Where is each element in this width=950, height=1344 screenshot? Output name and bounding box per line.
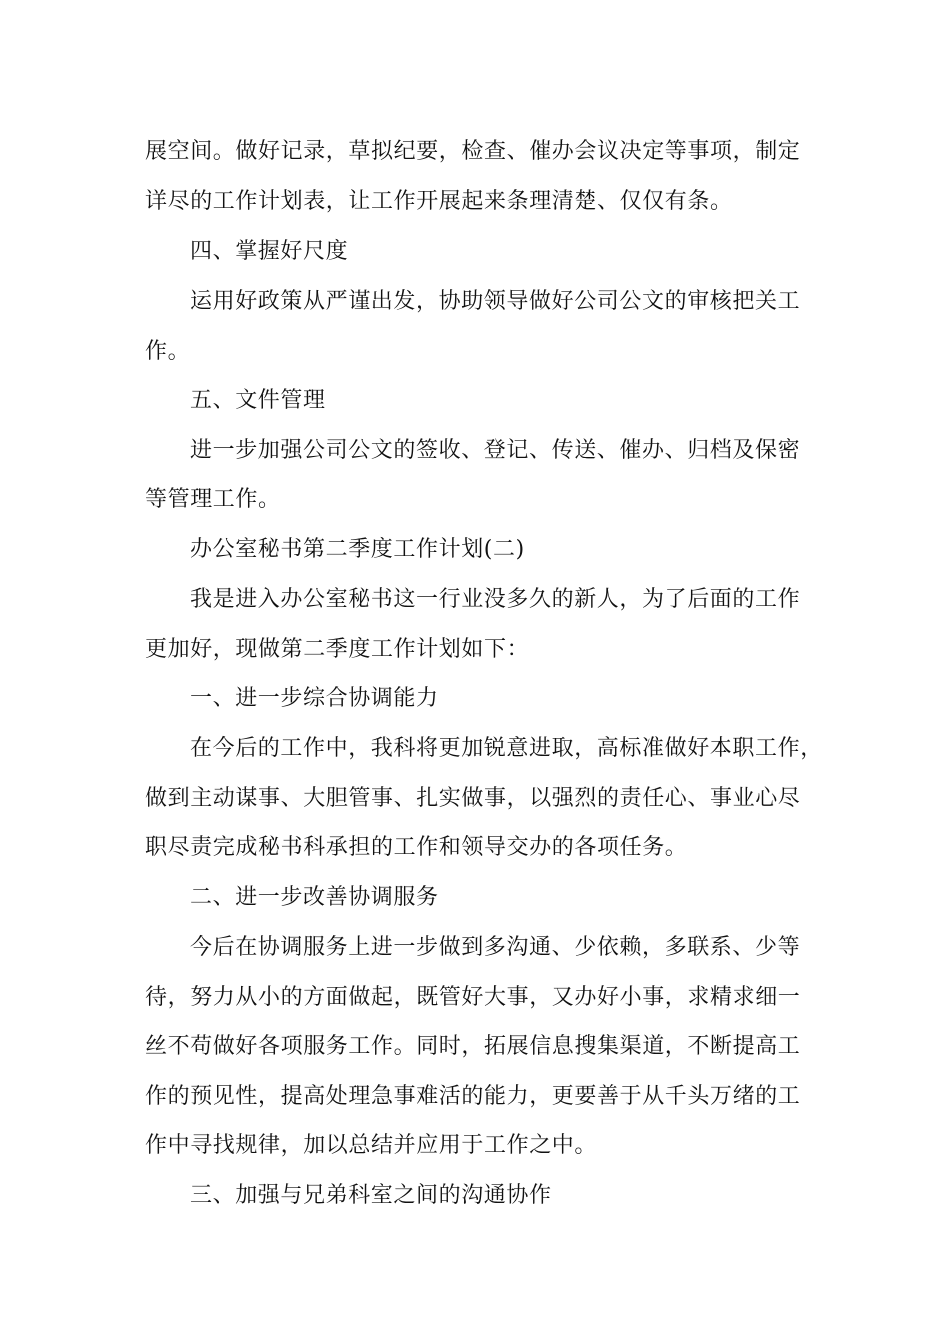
body-text-line: 展空间。做好记录，草拟纪要，检查、催办会议决定等事项，制定 (145, 139, 801, 164)
paragraph-start-line: 今后在协调服务上进一步做到多沟通、少依赖，多联系、少等 (190, 935, 801, 960)
section-heading: 三、加强与兄弟科室之间的沟通协作 (190, 1183, 552, 1208)
body-text-line: 职尽责完成秘书科承担的工作和领导交办的各项任务。 (145, 835, 688, 860)
paragraph-start-line: 我是进入办公室秘书这一行业没多久的新人，为了后面的工作 (190, 587, 801, 612)
body-text-line: 做到主动谋事、大胆管事、扎实做事，以强烈的责任心、事业心尽 (145, 786, 801, 811)
body-text-line: 作。 (145, 339, 191, 364)
section-heading: 四、掌握好尺度 (190, 239, 349, 264)
body-text-line: 丝不苟做好各项服务工作。同时，拓展信息搜集渠道，不断提高工 (145, 1034, 801, 1059)
document-subtitle: 办公室秘书第二季度工作计划(二) (190, 537, 525, 562)
body-text-line: 作的预见性，提高处理急事难活的能力，更要善于从千头万绪的工 (145, 1084, 801, 1109)
section-heading: 二、进一步改善协调服务 (190, 885, 439, 910)
section-heading: 五、文件管理 (190, 388, 326, 413)
body-text-line: 等管理工作。 (145, 487, 281, 512)
paragraph-start-line: 进一步加强公司公文的签收、登记、传送、催办、归档及保密 (190, 438, 801, 463)
body-text-line: 待，努力从小的方面做起，既管好大事，又办好小事，求精求细一 (145, 985, 801, 1010)
paragraph-start-line: 在今后的工作中，我科将更加锐意进取，高标准做好本职工作， (190, 736, 823, 761)
body-text-line: 详尽的工作计划表，让工作开展起来条理清楚、仅仅有条。 (145, 189, 733, 214)
section-heading: 一、进一步综合协调能力 (190, 686, 439, 711)
paragraph-start-line: 运用好政策从严谨出发，协助领导做好公司公文的审核把关工 (190, 289, 801, 314)
body-text-line: 作中寻找规律，加以总结并应用于工作之中。 (145, 1133, 598, 1158)
body-text-line: 更加好，现做第二季度工作计划如下： (145, 637, 530, 662)
